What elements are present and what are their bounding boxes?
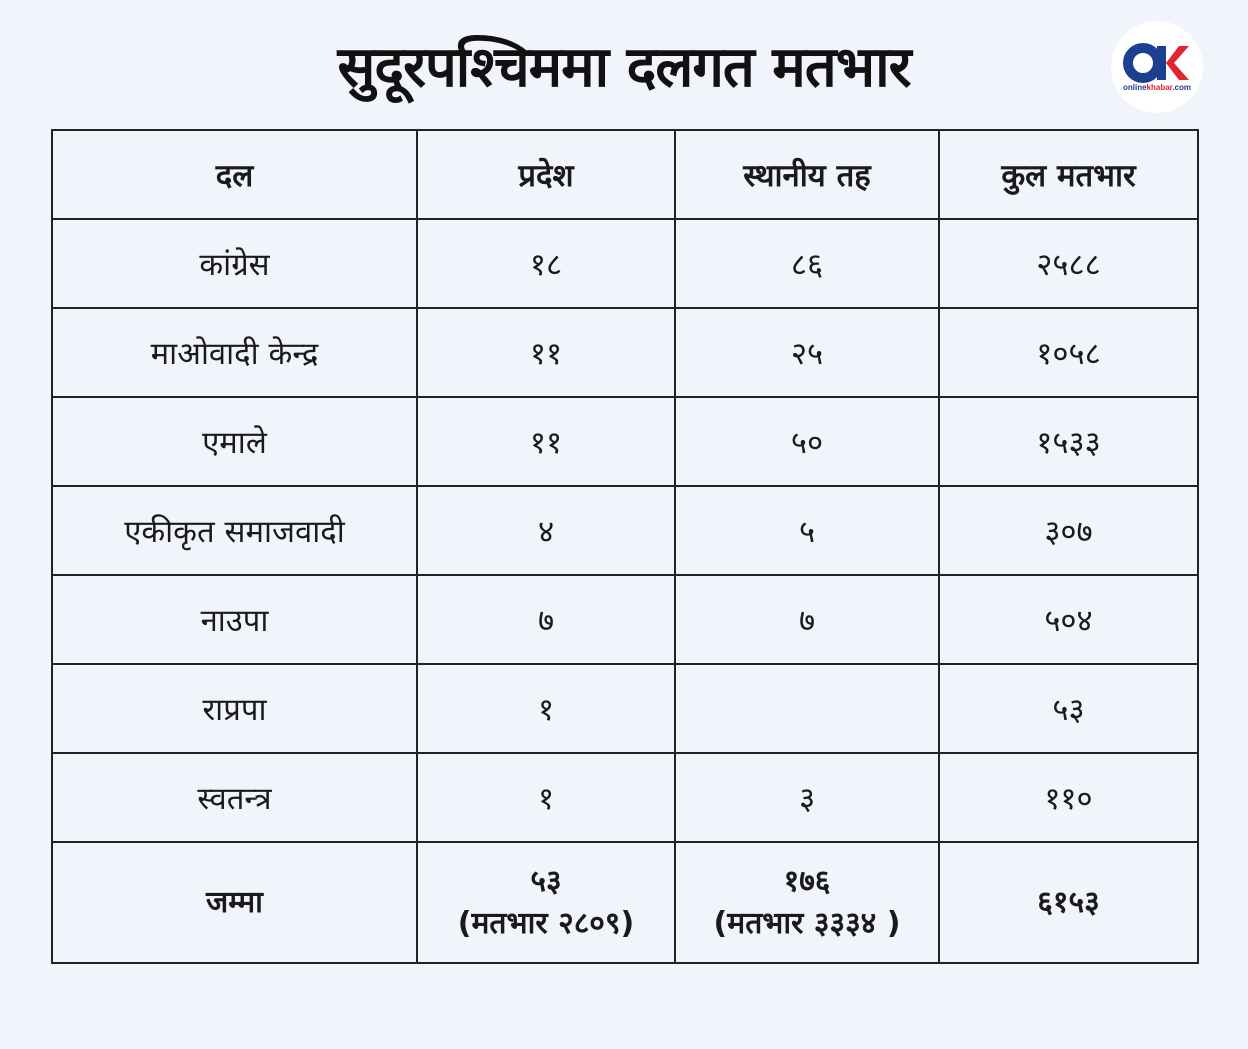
local-level-cell: ५ <box>675 486 939 575</box>
table-header-row <box>52 130 1198 219</box>
total-vote-weight-cell: ५०४ <box>939 575 1198 664</box>
page-title: सुदूरपश्चिममा दलगत मतभार <box>337 35 911 100</box>
table-row <box>52 397 1198 486</box>
total-vote-weight-cell: ३०७ <box>939 486 1198 575</box>
party-name-cell: माओवादी केन्द्र <box>52 308 417 397</box>
province-cell: १ <box>417 664 675 753</box>
party-name-cell: एमाले <box>52 397 417 486</box>
total-vote-weight-cell: २५८८ <box>939 219 1198 308</box>
total-vote-weight-cell: ५३ <box>939 664 1198 753</box>
party-name-cell: कांग्रेस <box>52 219 417 308</box>
province-total-count: ५३ <box>530 863 562 899</box>
table-row <box>52 219 1198 308</box>
party-name-cell: स्वतन्त्र <box>52 753 417 842</box>
local-level-cell: ५० <box>675 397 939 486</box>
local-level-total-vote-weight: (मतभार ३३३४ ) <box>713 905 901 941</box>
total-vote-weight-cell: १०५८ <box>939 308 1198 397</box>
province-cell: ११ <box>417 397 675 486</box>
column-header-province: प्रदेश <box>417 130 675 219</box>
onlinekhabar-logo <box>1111 21 1203 113</box>
party-vote-weight-table <box>51 129 1199 964</box>
province-cell: १ <box>417 753 675 842</box>
local-level-total-count: १७६ <box>783 863 831 899</box>
total-row <box>52 842 1198 963</box>
party-name-cell: नाउपा <box>52 575 417 664</box>
province-total-cell <box>417 842 675 963</box>
ok-logo-icon <box>1111 21 1203 113</box>
province-total-vote-weight: (मतभार २८०९) <box>457 905 635 941</box>
party-name-cell: एकीकृत समाजवादी <box>52 486 417 575</box>
local-level-cell: ३ <box>675 753 939 842</box>
province-cell: ११ <box>417 308 675 397</box>
party-name-cell: राप्रपा <box>52 664 417 753</box>
table-row <box>52 753 1198 842</box>
column-header-local-level: स्थानीय तह <box>675 130 939 219</box>
grand-total-cell: ६१५३ <box>939 842 1198 963</box>
total-vote-weight-cell: १५३३ <box>939 397 1198 486</box>
total-vote-weight-cell: ११० <box>939 753 1198 842</box>
table-row <box>52 575 1198 664</box>
column-header-party: दल <box>52 130 417 219</box>
province-cell: ७ <box>417 575 675 664</box>
local-level-cell: २५ <box>675 308 939 397</box>
local-level-cell <box>675 664 939 753</box>
province-cell: ४ <box>417 486 675 575</box>
table-row <box>52 308 1198 397</box>
table-row <box>52 664 1198 753</box>
local-level-total-cell <box>675 842 939 963</box>
column-header-total-vote-weight: कुल मतभार <box>939 130 1198 219</box>
total-label-cell: जम्मा <box>52 842 417 963</box>
logo-wordmark: onlinekhabar.com <box>1122 83 1192 92</box>
local-level-cell: ७ <box>675 575 939 664</box>
local-level-cell: ८६ <box>675 219 939 308</box>
table-row <box>52 486 1198 575</box>
province-cell: १८ <box>417 219 675 308</box>
